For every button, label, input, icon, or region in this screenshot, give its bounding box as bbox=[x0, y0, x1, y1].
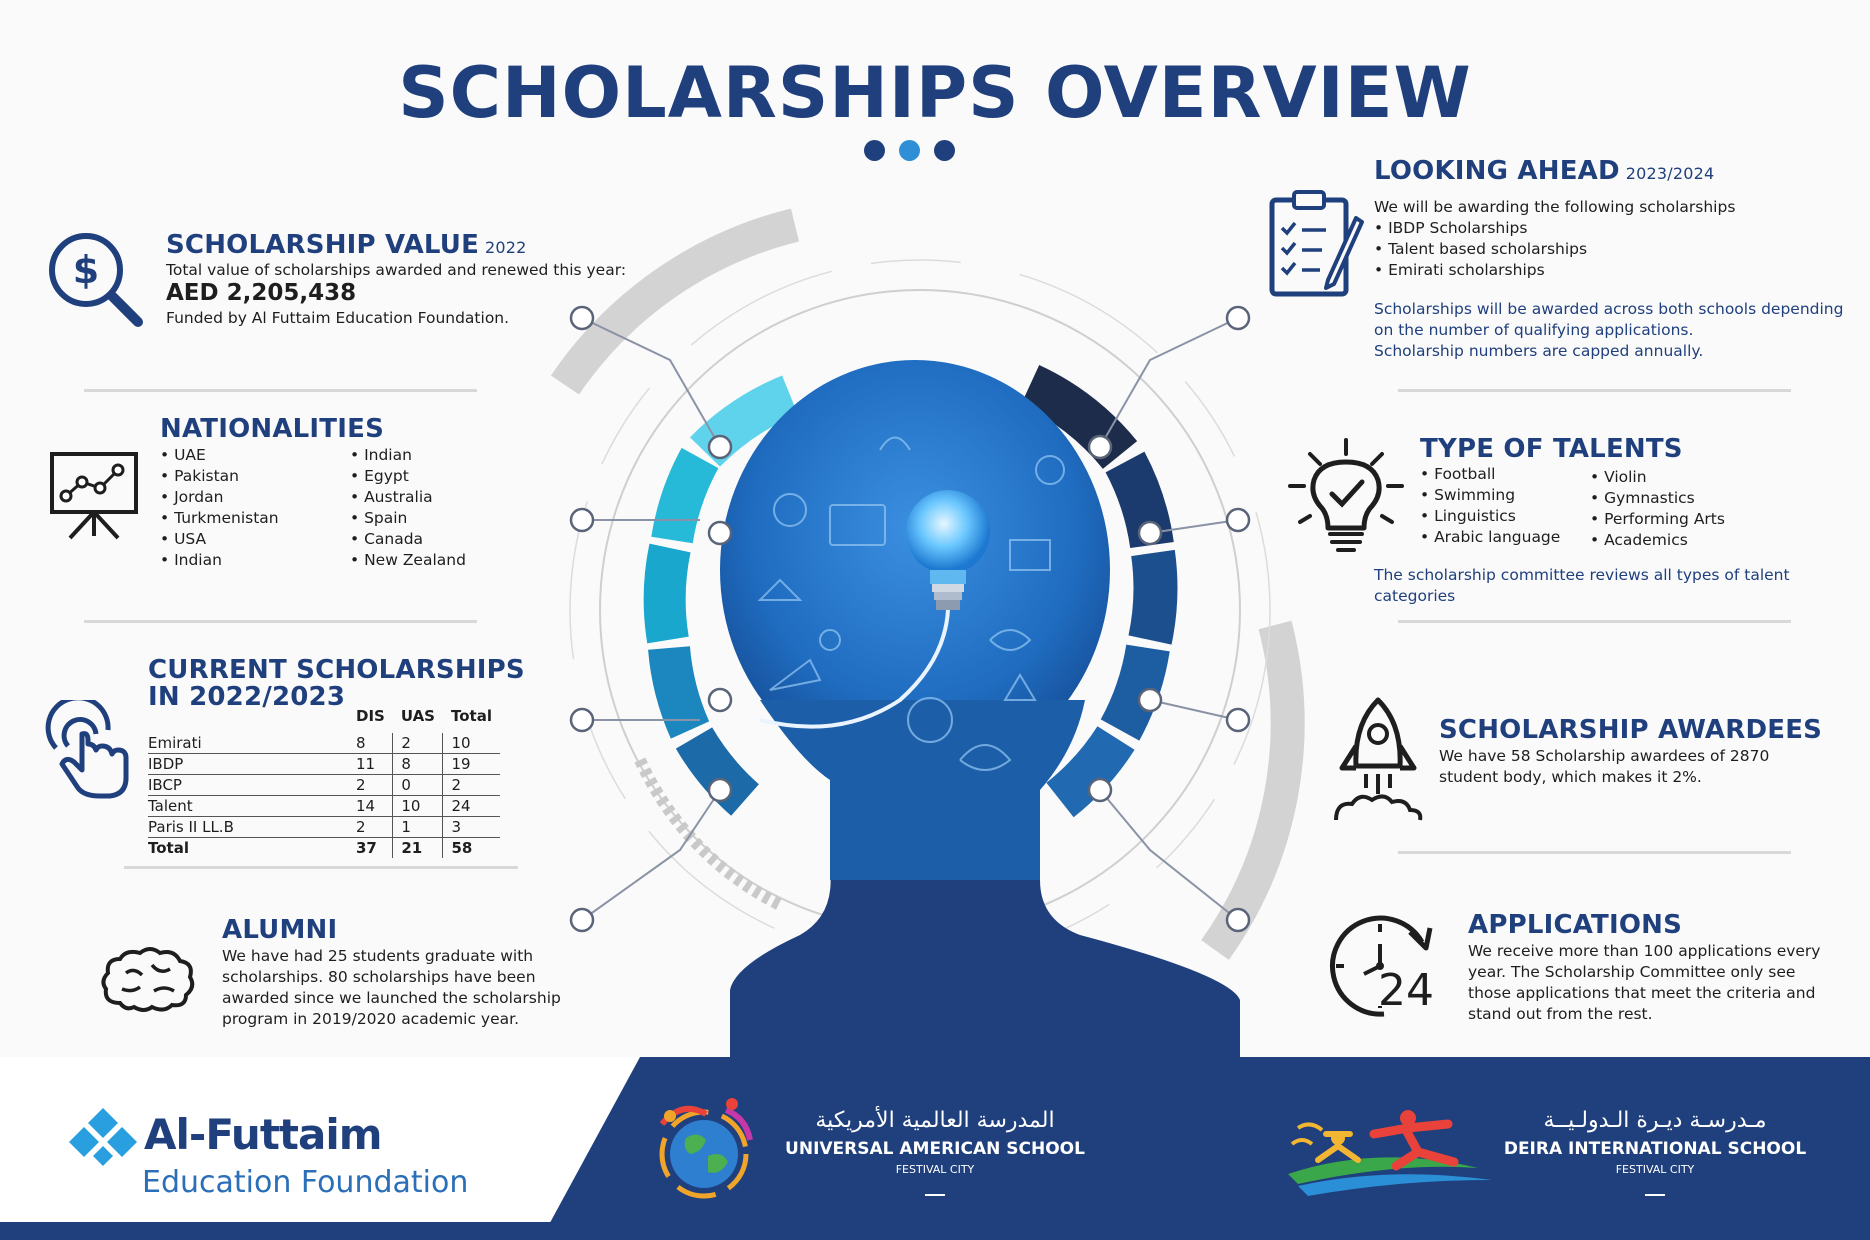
list-item: • Indian bbox=[350, 445, 466, 466]
talents-list-1 bbox=[1420, 464, 1560, 548]
list-item: • Violin bbox=[1590, 467, 1725, 488]
uas-city: FESTIVAL CITY bbox=[895, 1163, 975, 1176]
title-dot-3 bbox=[934, 140, 955, 161]
list-item: • IBDP Scholarships bbox=[1374, 218, 1587, 239]
scholarship-value-amount: AED 2,205,438 bbox=[166, 280, 357, 306]
table-row-total: Total 37 21 58 bbox=[148, 838, 500, 859]
divider-right-3 bbox=[1398, 851, 1791, 854]
svg-text:$: $ bbox=[72, 248, 100, 292]
divider-right-1 bbox=[1398, 389, 1791, 392]
column-header: Total bbox=[450, 707, 492, 725]
list-item: • Pakistan bbox=[160, 466, 279, 487]
divider-left-2 bbox=[84, 620, 477, 623]
awardees-text: We have 58 Scholarship awardees of 2870 student body, which makes it 2%. bbox=[1439, 747, 1770, 787]
list-item: • Performing Arts bbox=[1590, 509, 1725, 530]
list-item: • Canada bbox=[350, 529, 466, 550]
presentation-chart-icon bbox=[48, 448, 140, 542]
clock-24-label: 24 bbox=[1378, 965, 1434, 1016]
rocket-icon bbox=[1330, 696, 1426, 824]
dis-city: FESTIVAL CITY bbox=[1615, 1163, 1695, 1176]
column-header: UAS bbox=[400, 707, 435, 725]
list-item: • Football bbox=[1420, 464, 1560, 485]
list-item: • Turkmenistan bbox=[160, 508, 279, 529]
applications-heading: APPLICATIONS bbox=[1468, 910, 1683, 940]
uas-underline bbox=[925, 1194, 945, 1196]
list-item: • Linguistics bbox=[1420, 506, 1560, 527]
foundation-subtitle: Education Foundation bbox=[142, 1165, 469, 1200]
list-item: • Emirati scholarships bbox=[1374, 260, 1587, 281]
brain-icon bbox=[100, 945, 196, 1013]
table-row: IBCP 2 0 2 bbox=[148, 775, 500, 796]
lightbulb-check-icon bbox=[1286, 436, 1406, 556]
scholarship-value-line2: Funded by Al Futtaim Education Foundation. bbox=[166, 309, 510, 327]
divider-right-2 bbox=[1398, 620, 1791, 623]
dis-english-name: DEIRA INTERNATIONAL SCHOOL bbox=[1503, 1139, 1807, 1159]
list-item: • Egypt bbox=[350, 466, 466, 487]
dis-figures-logo-icon bbox=[1278, 1104, 1496, 1200]
dis-underline bbox=[1645, 1194, 1665, 1196]
alumni-text: We have had 25 students graduate with scholarships. 80 scholarships have been awarded since we launched the scholarship program in 2019/2020 academic year. bbox=[222, 947, 561, 1029]
nationalities-heading: NATIONALITIES bbox=[160, 414, 384, 444]
looking-ahead-heading: LOOKING AHEAD 2023/2024 bbox=[1374, 156, 1715, 186]
list-item: • UAE bbox=[160, 445, 279, 466]
list-item: • USA bbox=[160, 529, 279, 550]
scholarships-table bbox=[148, 705, 500, 858]
column-header: DIS bbox=[356, 707, 385, 725]
dollar-search-icon bbox=[44, 228, 146, 330]
table-row: Emirati 8 2 10 bbox=[148, 733, 500, 754]
looking-ahead-note: Scholarships will be awarded across both schools depending on the number of qualifying applications. Scholarship numbers are capped annually. bbox=[1374, 300, 1844, 361]
alumni-heading: ALUMNI bbox=[222, 915, 338, 945]
clipboard-checklist-icon bbox=[1268, 188, 1364, 298]
list-item: • Spain bbox=[350, 508, 466, 529]
uas-arabic-name: المدرسة العالمية الأمريكية bbox=[815, 1108, 1055, 1133]
title-dot-1 bbox=[864, 140, 885, 161]
table-row: IBDP 11 8 19 bbox=[148, 754, 500, 775]
table-row: Paris II LL.B 2 1 3 bbox=[148, 817, 500, 838]
uas-english-name: UNIVERSAL AMERICAN SCHOOL bbox=[785, 1139, 1085, 1159]
scholarship-value-line1: Total value of scholarships awarded and renewed this year: bbox=[166, 261, 627, 279]
divider-left-3 bbox=[124, 866, 518, 869]
nationalities-list-2 bbox=[350, 445, 466, 571]
uas-globe-logo-icon bbox=[646, 1094, 762, 1200]
touch-hand-icon bbox=[38, 700, 134, 800]
list-item: • Talent based scholarships bbox=[1374, 239, 1587, 260]
list-item: • Swimming bbox=[1420, 485, 1560, 506]
title-dot-2 bbox=[899, 140, 920, 161]
dis-arabic-name: مـدرسـة ديـرة الـدولـيــة bbox=[1543, 1108, 1767, 1133]
list-item: • Australia bbox=[350, 487, 466, 508]
list-item: • Jordan bbox=[160, 487, 279, 508]
foundation-name: Al-Futtaim bbox=[144, 1110, 382, 1159]
looking-ahead-intro: We will be awarding the following scholarships bbox=[1374, 198, 1736, 216]
talents-list-2 bbox=[1590, 467, 1725, 551]
applications-text: We receive more than 100 applications every year. The Scholarship Committee only see those applications that meet the criteria and stand out from the rest. bbox=[1468, 942, 1821, 1024]
looking-ahead-list bbox=[1374, 218, 1587, 281]
table-row: Talent 14 10 24 bbox=[148, 796, 500, 817]
awardees-heading: SCHOLARSHIP AWARDEES bbox=[1439, 715, 1823, 745]
list-item: • Arabic language bbox=[1420, 527, 1560, 548]
divider-left-1 bbox=[84, 389, 477, 392]
scholarship-value-heading: SCHOLARSHIP VALUE 2022 bbox=[166, 230, 527, 260]
list-item: • Indian bbox=[160, 550, 279, 571]
al-futtaim-logo-icon bbox=[68, 1106, 138, 1168]
nationalities-list-1 bbox=[160, 445, 279, 571]
list-item: • Gymnastics bbox=[1590, 488, 1725, 509]
list-item: • Academics bbox=[1590, 530, 1725, 551]
page-title: SCHOLARSHIPS OVERVIEW bbox=[398, 52, 1472, 134]
list-item: • New Zealand bbox=[350, 550, 466, 571]
talents-note: The scholarship committee reviews all types of talent categories bbox=[1374, 566, 1790, 606]
current-scholarships-heading: CURRENT SCHOLARSHIPS IN 2022/2023 bbox=[148, 655, 525, 713]
talents-heading: TYPE OF TALENTS bbox=[1420, 434, 1683, 464]
